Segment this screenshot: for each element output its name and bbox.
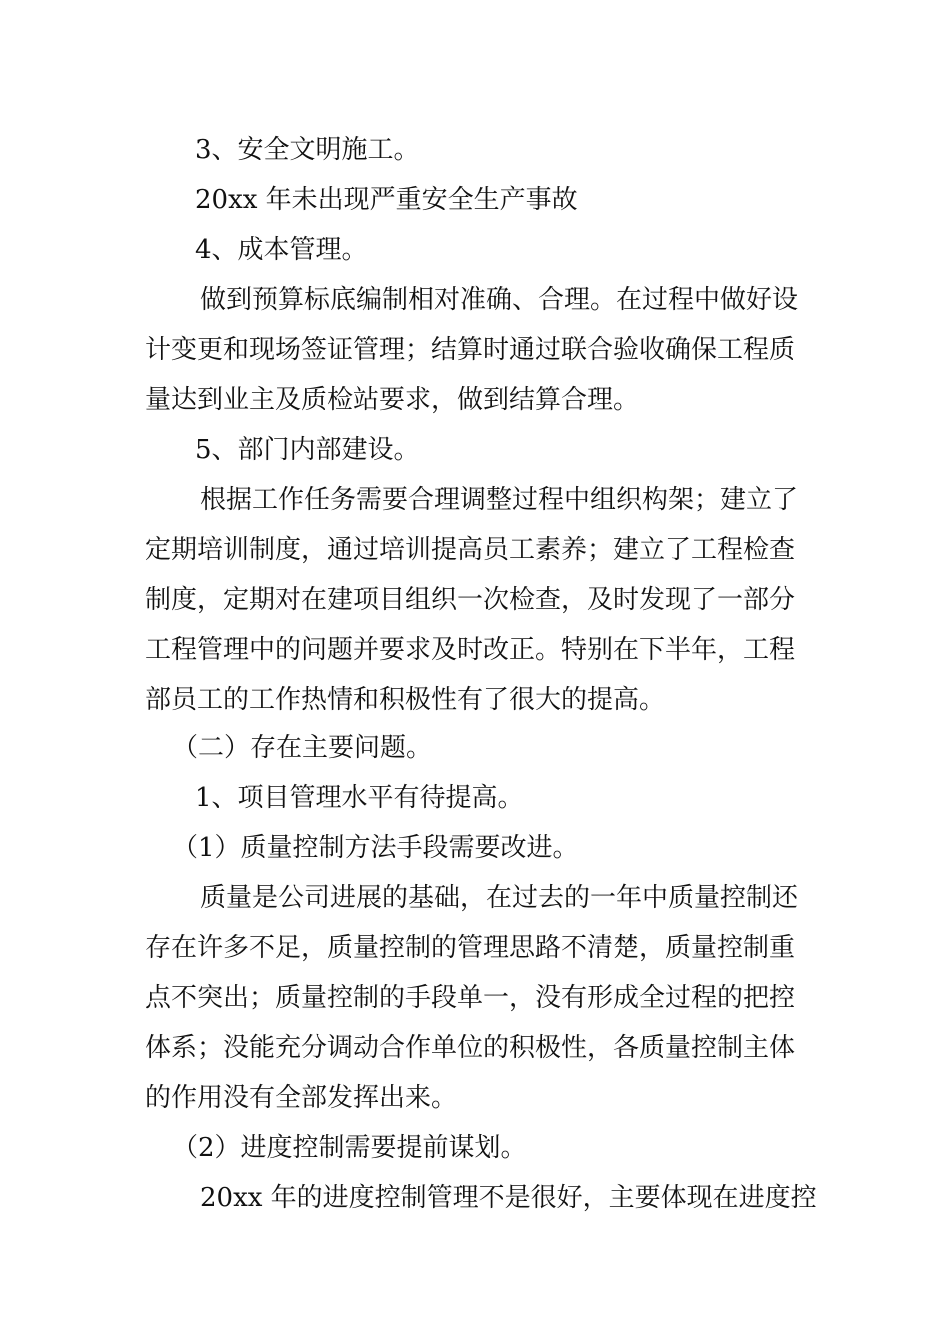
text-line: 质量是公司进展的基础，在过去的一年中质量控制还	[200, 883, 799, 913]
heading-cost: 4、成本管理。	[195, 235, 368, 265]
text-line: 部员工的工作热情和积极性有了很大的提高。	[145, 685, 666, 715]
text-line: 20xx 年未出现严重安全生产事故	[195, 185, 578, 215]
text-line: 定期培训制度，通过培训提高员工素养；建立了工程检查	[145, 535, 796, 565]
text-line: 计变更和现场签证管理；结算时通过联合验收确保工程质	[145, 335, 796, 365]
text-line: 存在许多不足，质量控制的管理思路不清楚，质量控制重	[145, 933, 796, 963]
heading-project-management: 1、项目管理水平有待提高。	[195, 783, 524, 813]
heading-department: 5、部门内部建设。	[195, 435, 420, 465]
heading-problems: （二）存在主要问题。	[172, 733, 433, 763]
text-line: 点不突出；质量控制的手段单一，没有形成全过程的把控	[145, 983, 796, 1013]
text-line: 做到预算标底编制相对准确、合理。在过程中做好设	[200, 285, 799, 315]
text-line: 20xx 年的进度控制管理不是很好，主要体现在进度控	[200, 1183, 817, 1213]
text-line: 工程管理中的问题并要求及时改正。特别在下半年，工程	[145, 635, 796, 665]
text-line: 量达到业主及质检站要求，做到结算合理。	[145, 385, 640, 415]
heading-quality-control: （1）质量控制方法手段需要改进。	[172, 833, 579, 863]
heading-schedule-control: （2）进度控制需要提前谋划。	[172, 1133, 527, 1163]
heading-safety: 3、安全文明施工。	[195, 135, 420, 165]
text-line: 根据工作任务需要合理调整过程中组织构架；建立了	[200, 485, 799, 515]
text-line: 体系；没能充分调动合作单位的积极性，各质量控制主体	[145, 1033, 796, 1063]
text-line: 的作用没有全部发挥出来。	[145, 1083, 458, 1113]
text-line: 制度，定期对在建项目组织一次检查，及时发现了一部分	[145, 585, 796, 615]
